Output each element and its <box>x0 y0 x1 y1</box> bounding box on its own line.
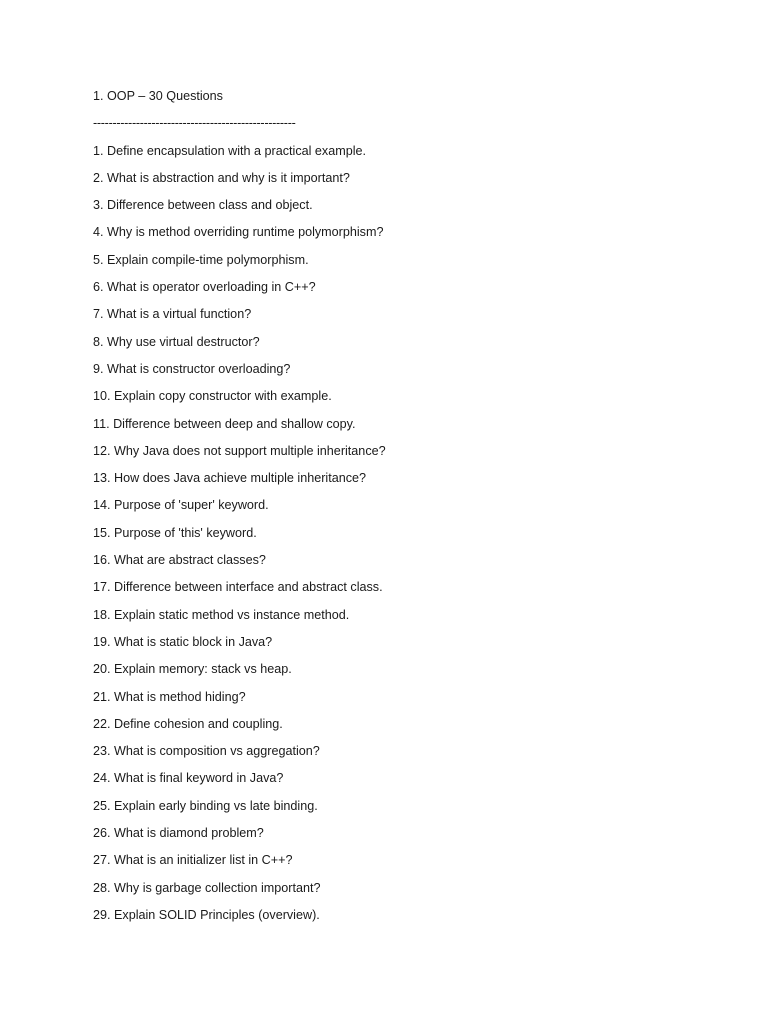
question-item: 1. Define encapsulation with a practical example. <box>93 143 367 158</box>
question-item: 2. What is abstraction and why is it important? <box>93 170 350 185</box>
question-item: 10. Explain copy constructor with example. <box>93 389 332 404</box>
question-item: 14. Purpose of 'super' keyword. <box>93 498 269 513</box>
question-item: 22. Define cohesion and coupling. <box>93 716 283 731</box>
document-body <box>93 86 733 932</box>
question-item: 6. What is operator overloading in C++? <box>93 280 316 295</box>
question-item: 20. Explain memory: stack vs heap. <box>93 662 292 677</box>
question-list <box>93 141 733 933</box>
question-item: 25. Explain early binding vs late binding. <box>93 798 318 813</box>
question-item: 15. Purpose of 'this' keyword. <box>93 525 257 540</box>
question-item: 26. What is diamond problem? <box>93 826 264 841</box>
question-item: 29. Explain SOLID Principles (overview). <box>93 907 320 922</box>
question-item: 3. Difference between class and object. <box>93 198 313 213</box>
question-item: 27. What is an initializer list in C++? <box>93 853 293 868</box>
divider-line: ---------------------------------------------------- <box>93 116 296 131</box>
question-item: 12. Why Java does not support multiple inheritance? <box>93 443 386 458</box>
question-item: 23. What is composition vs aggregation? <box>93 744 320 759</box>
question-item: 16. What are abstract classes? <box>93 553 266 568</box>
question-item: 4. Why is method overriding runtime polymorphism? <box>93 225 384 240</box>
question-item: 17. Difference between interface and abstract class. <box>93 580 383 595</box>
question-item: 21. What is method hiding? <box>93 689 246 704</box>
question-item: 7. What is a virtual function? <box>93 307 252 322</box>
question-item: 13. How does Java achieve multiple inheritance? <box>93 471 367 486</box>
question-item: 28. Why is garbage collection important? <box>93 880 321 895</box>
question-item: 19. What is static block in Java? <box>93 634 273 649</box>
question-item: 11. Difference between deep and shallow copy. <box>93 416 356 431</box>
question-item: 24. What is final keyword in Java? <box>93 771 284 786</box>
question-item: 18. Explain static method vs instance method. <box>93 607 350 622</box>
question-item: 9. What is constructor overloading? <box>93 361 291 376</box>
question-item: 5. Explain compile-time polymorphism. <box>93 252 309 267</box>
question-item: 8. Why use virtual destructor? <box>93 334 260 349</box>
document-heading: 1. OOP – 30 Questions <box>93 89 223 103</box>
